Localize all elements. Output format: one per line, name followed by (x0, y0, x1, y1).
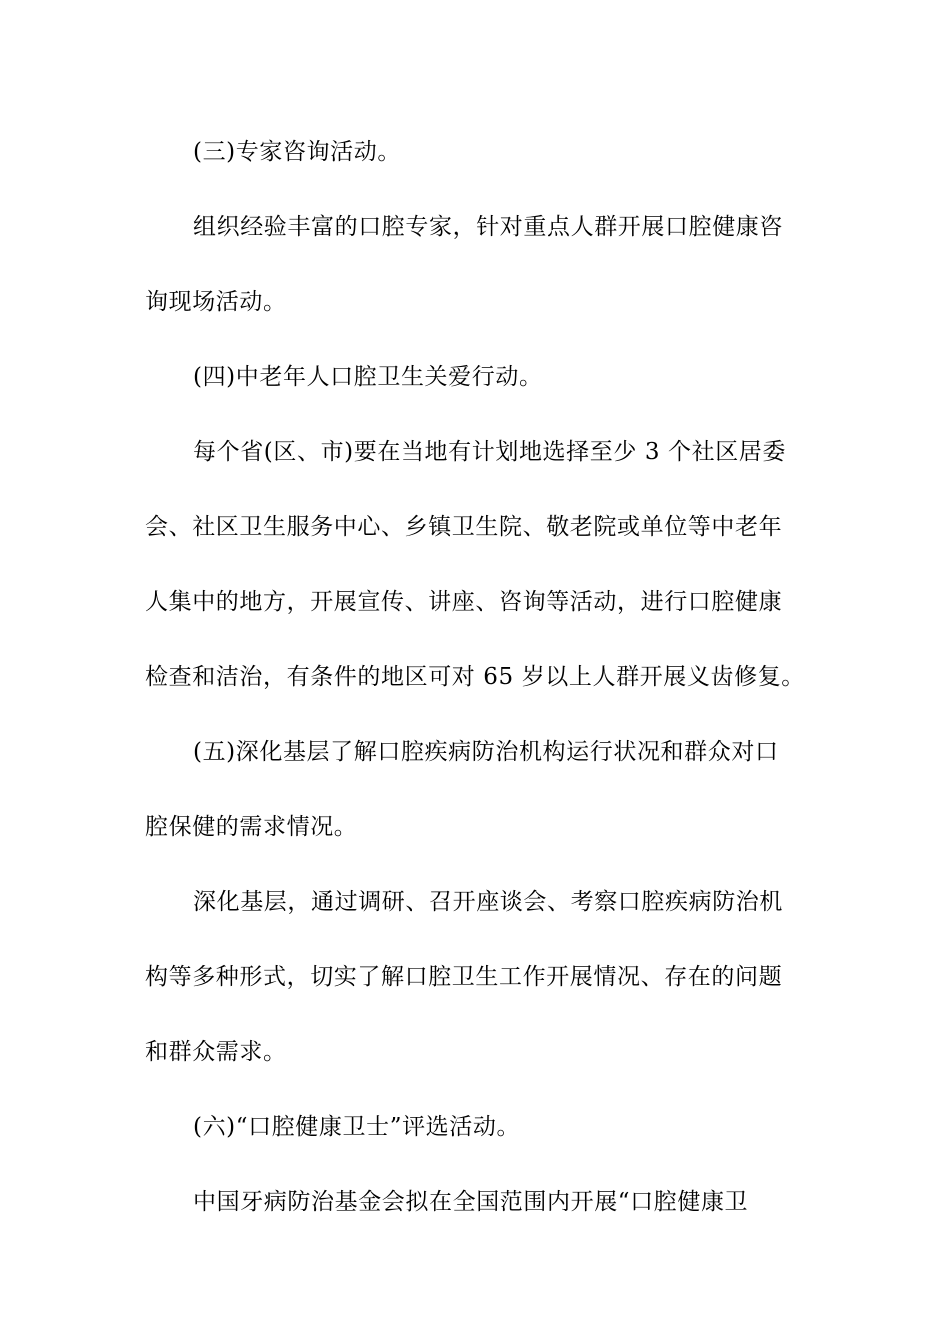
paragraph-line: 组织经验丰富的口腔专家，针对重点人群开展口腔健康咨 (193, 214, 783, 240)
heading-section-6: (六)“口腔健康卫士”评选活动。 (193, 1114, 521, 1140)
paragraph-line: 构等多种形式，切实了解口腔卫生工作开展情况、存在的问题 (145, 964, 783, 990)
paragraph-line: 中国牙病防治基金会拟在全国范围内开展“口腔健康卫 (193, 1189, 749, 1215)
paragraph-line: 和群众需求。 (145, 1039, 287, 1065)
heading-section-4: (四)中老年人口腔卫生关爱行动。 (193, 364, 543, 390)
paragraph-line: 深化基层，通过调研、召开座谈会、考察口腔疾病防治机 (193, 889, 783, 915)
heading-section-5-continued: 腔保健的需求情况。 (145, 814, 358, 840)
heading-section-3: (三)专家咨询活动。 (193, 139, 401, 165)
heading-section-5: (五)深化基层了解口腔疾病防治机构运行状况和群众对口 (193, 739, 779, 765)
paragraph-line: 检查和洁治，有条件的地区可对 65 岁以上人群开展义齿修复。 (145, 664, 805, 690)
paragraph-line: 人集中的地方，开展宣传、讲座、咨询等活动，进行口腔健康 (145, 589, 783, 615)
paragraph-line: 会、社区卫生服务中心、乡镇卫生院、敬老院或单位等中老年 (145, 514, 783, 540)
paragraph-line: 询现场活动。 (145, 289, 287, 315)
paragraph-line: 每个省(区、市)要在当地有计划地选择至少 3 个社区居委 (193, 439, 787, 465)
